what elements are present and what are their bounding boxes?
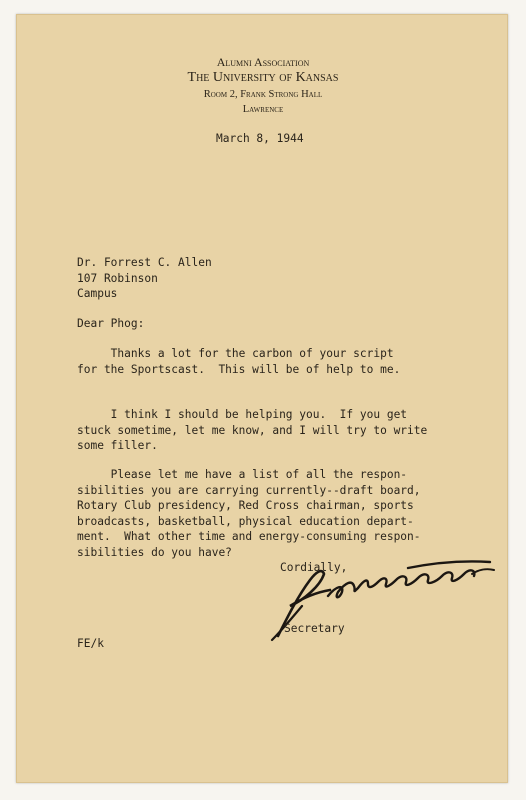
letterhead-city: Lawrence <box>242 104 284 115</box>
letterhead-room: Room 2, Frank Strong Hall <box>203 89 323 100</box>
letterhead-association: Alumni Association <box>216 55 310 69</box>
letterhead-university: The University of Kansas <box>187 70 339 85</box>
letter-date: March 8, 1944 <box>216 132 304 145</box>
paragraph-3: Please let me have a list of all the respon- sibilities you are carrying currently--draft board, Rotary Club presidency, Red Cross chairman, sports broadcasts, basketball, physical education depart- ment. What other time and energy-consuming respon- sibilities do you have? <box>77 468 421 559</box>
closing: Cordially, <box>280 561 348 574</box>
reference-initials: FE/k <box>77 637 104 650</box>
signer-title: Secretary <box>284 622 345 635</box>
letter-page <box>16 14 508 783</box>
recipient-address: Dr. Forrest C. Allen 107 Robinson Campus <box>77 256 212 300</box>
salutation: Dear Phog: <box>77 317 145 330</box>
paragraph-1: Thanks a lot for the carbon of your script for the Sportscast. This will be of help to me. <box>77 347 401 376</box>
paragraph-2: I think I should be helping you. If you get stuck sometime, let me know, and I will try to write some filler. <box>77 408 428 452</box>
